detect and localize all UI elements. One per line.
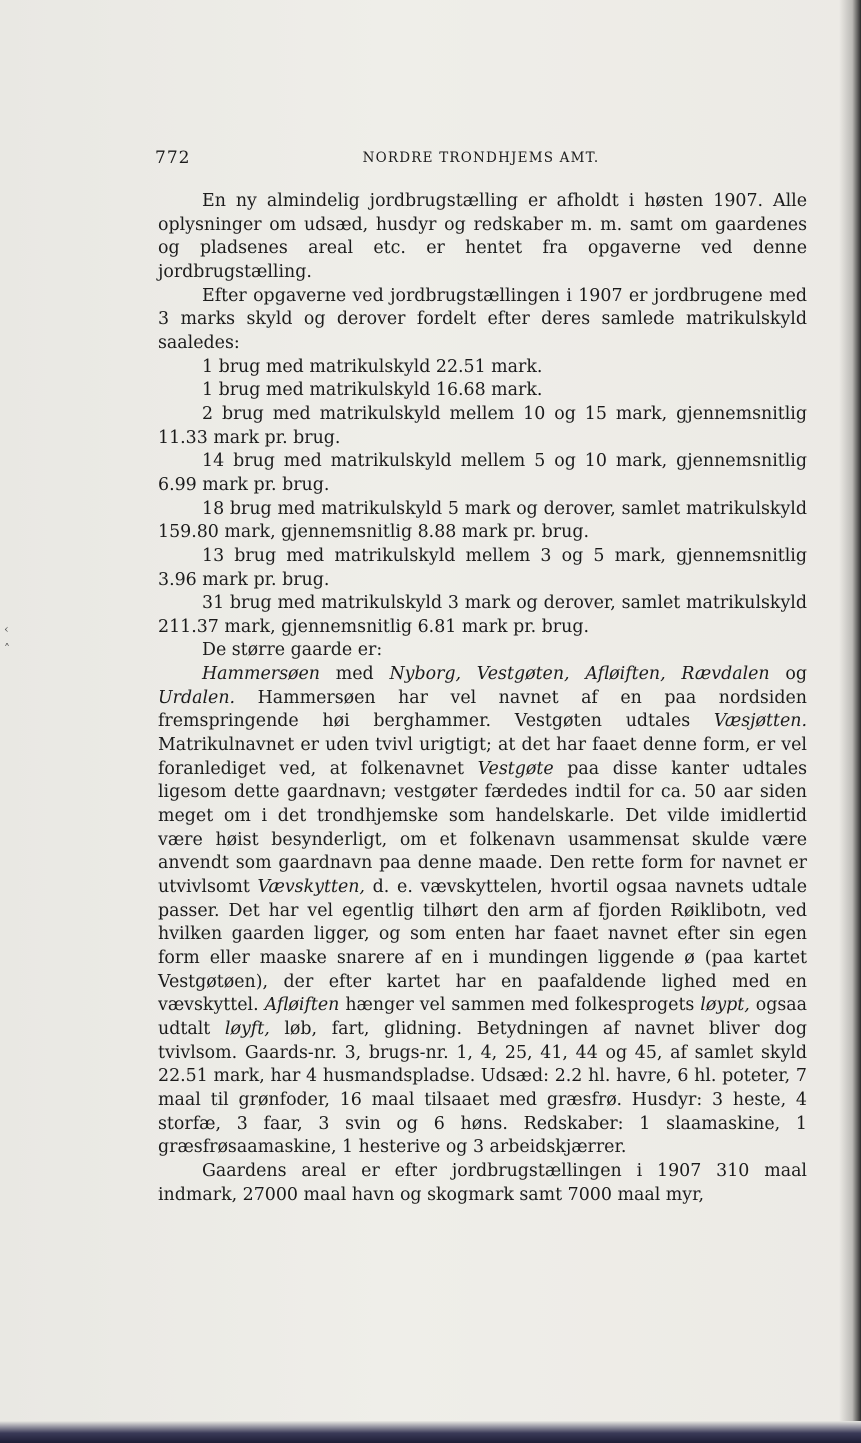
text-run: løb, fart, glidning. Betydningen af navnet bliver dog tvivlsom. Gaards-nr. 3, brugs-nr. 1, 4, 25, 41, 44 og 45, af samlet skyld 22.51 mark, har 4 husmandspladse. Udsæd: 2.2 hl. havre, 6 hl. poteter, 7 maal til grønfoder, 16 maal tilsaaet med græsfrø. Husdyr: 3 heste, 4 storfæ, 3 faar, 3 svin og 6 høns. Redskaber: 1 slaamaskine, 1 græsfrøsaamaskine, 1 hesterive og 3 arbeidskjærrer. xyxy=(158,1018,807,1158)
list-item: 13 brug med matrikulskyld mellem 3 og 5 mark, gjennemsnitlig 3.96 mark pr. brug. xyxy=(158,545,807,590)
text-run: med xyxy=(320,664,390,685)
running-title: NORDRE TRONDHJEMS AMT. xyxy=(362,150,600,166)
italic-term: løypt, xyxy=(700,995,750,1016)
italic-term: Væsjøtten. xyxy=(713,711,807,732)
body-text xyxy=(158,190,807,1207)
italic-term: Vestgøte xyxy=(477,758,554,779)
page-header xyxy=(155,148,807,170)
text-run: og xyxy=(769,664,807,685)
paragraph-hammersoen xyxy=(158,663,807,1160)
italic-term: Urdalen. xyxy=(158,687,236,708)
list-item: 18 brug med matrikulskyld 5 mark og derover, samlet matrikulskyld 159.80 mark, gjennemsnitlig 8.88 mark pr. brug. xyxy=(158,498,807,543)
paragraph: De større gaarde er: xyxy=(202,640,383,661)
text-run: Hammersøen har vel navnet af en paa nordsiden fremspringende høi berghammer. Vestgøten udtales xyxy=(158,687,807,732)
margin-mark: ‹ xyxy=(4,622,9,636)
list-item: 1 brug med matrikulskyld 16.68 mark. xyxy=(202,380,543,401)
text-run: hænger vel sammen med folkesprogets xyxy=(339,995,701,1016)
paragraph: Efter opgaverne ved jordbrugstællingen i 1907 er jordbrugene med 3 marks skyld og derover fordelt efter deres samlede matrikulskyld saaledes: xyxy=(158,285,807,353)
italic-term: Afløiften xyxy=(264,995,340,1016)
text-run: paa disse kanter udtales ligesom dette gaardnavn; vestgøter færdedes indtil for ca. 50 aar siden meget om i det trondhjemske som handelskarle. Det vilde imidlertid være høist besynderligt, om et folkenavn usammensat skulde være anvendt som gaardnavn paa denne maade. Den rette form for navnet er utvivlsomt xyxy=(158,758,807,898)
list-item: 14 brug med matrikulskyld mellem 5 og 10 mark, gjennemsnitlig 6.99 mark pr. brug. xyxy=(158,451,807,495)
italic-term: Hammersøen xyxy=(202,664,321,685)
page-edge-shadow xyxy=(839,0,861,1443)
scan-bottom-border xyxy=(0,1421,861,1443)
italic-term: Nyborg, Vestgøten, Afløiften, Rævdalen xyxy=(389,664,770,685)
page-number: 772 xyxy=(155,148,191,168)
list-item: 31 brug med matrikulskyld 3 mark og derover, samlet matrikulskyld 211.37 mark, gjennemsnitlig 6.81 mark pr. brug. xyxy=(158,593,807,637)
paragraph: Gaardens areal er efter jordbrugstællingen i 1907 310 maal indmark, 27000 maal havn og skogmark samt 7000 maal myr, xyxy=(158,1160,807,1205)
italic-term: løyft, xyxy=(224,1018,270,1039)
italic-term: Vævskytten, xyxy=(257,877,365,898)
paragraph: En ny almindelig jordbrugstælling er afholdt i høsten 1907. Alle oplysninger om udsæd, husdyr og redskaber m. m. samt om gaardenes og pladsenes areal etc. er hentet fra opgaverne ved denne jordbrugstælling. xyxy=(158,191,807,282)
text-run: Matrikulnavnet er uden tvivl urigtigt; at det har faaet denne form, er vel foranlediget ved, at folkenavnet xyxy=(158,735,807,779)
text-run: ogsaa udtalt xyxy=(158,995,807,1039)
list-item: 2 brug med matrikulskyld mellem 10 og 15 mark, gjennemsnitlig 11.33 mark pr. brug. xyxy=(158,403,807,448)
margin-mark: ˄ xyxy=(4,642,10,656)
list-item: 1 brug med matrikulskyld 22.51 mark. xyxy=(202,356,543,377)
text-run: d. e. vævskyttelen, hvortil ogsaa navnets udtale passer. Det har vel egentlig tilhørt den arm af fjorden Røiklibotn, ved hvilken gaarden ligger, og som enten har faaet navnet efter sin egen form eller maaske snarere af en i mundingen liggende ø (paa kartet Vestgøtøen), der efter kartet har en paafaldende lighed med en vævskyttel. xyxy=(158,877,807,1016)
